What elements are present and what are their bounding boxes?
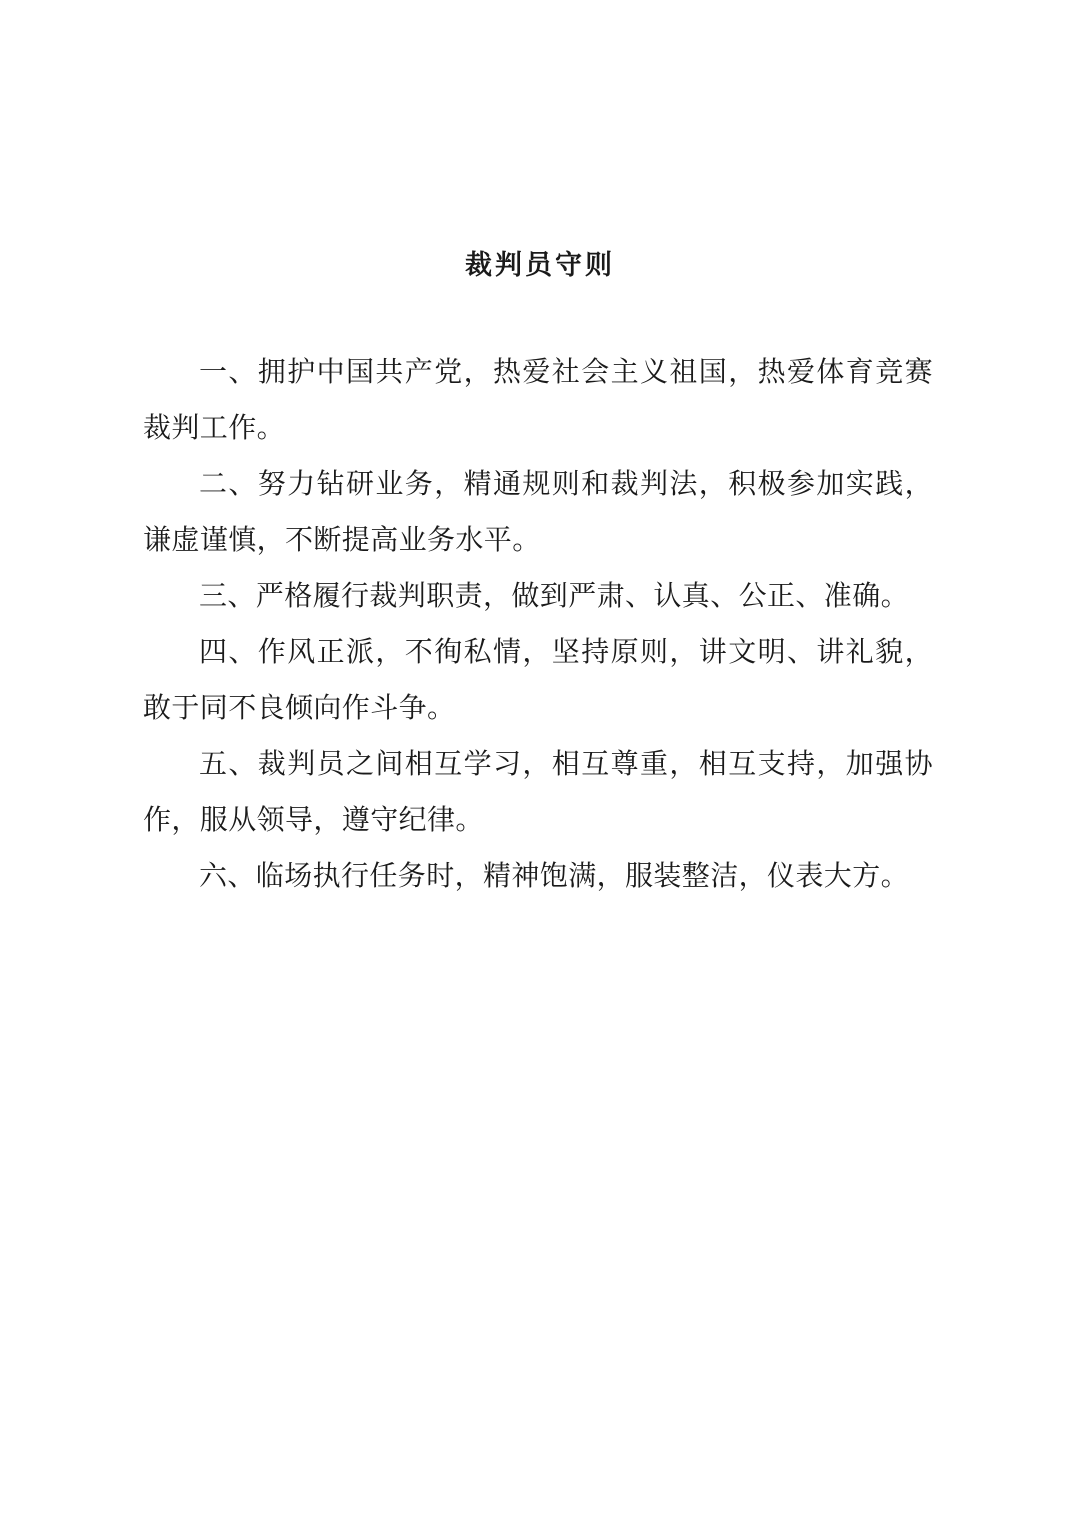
document-body — [143, 344, 933, 904]
paragraph-2: 二、努力钻研业务，精通规则和裁判法，积极参加实践，谦虚谨慎，不断提高业务水平。 — [143, 467, 933, 556]
paragraph-3: 三、严格履行裁判职责，做到严肃、认真、公正、准确。 — [199, 579, 910, 612]
document-title: 裁判员守则 — [465, 250, 615, 281]
paragraph-4: 四、作风正派，不徇私情，坚持原则，讲文明、讲礼貌，敢于同不良倾向作斗争。 — [143, 635, 933, 724]
paragraph-6: 六、临场执行任务时，精神饱满，服装整洁，仪表大方。 — [199, 859, 910, 892]
paragraph-1: 一、拥护中国共产党，热爱社会主义祖国，热爱体育竞赛裁判工作。 — [143, 355, 933, 444]
paragraph-5: 五、裁判员之间相互学习，相互尊重，相互支持，加强协作，服从领导，遵守纪律。 — [143, 747, 933, 836]
